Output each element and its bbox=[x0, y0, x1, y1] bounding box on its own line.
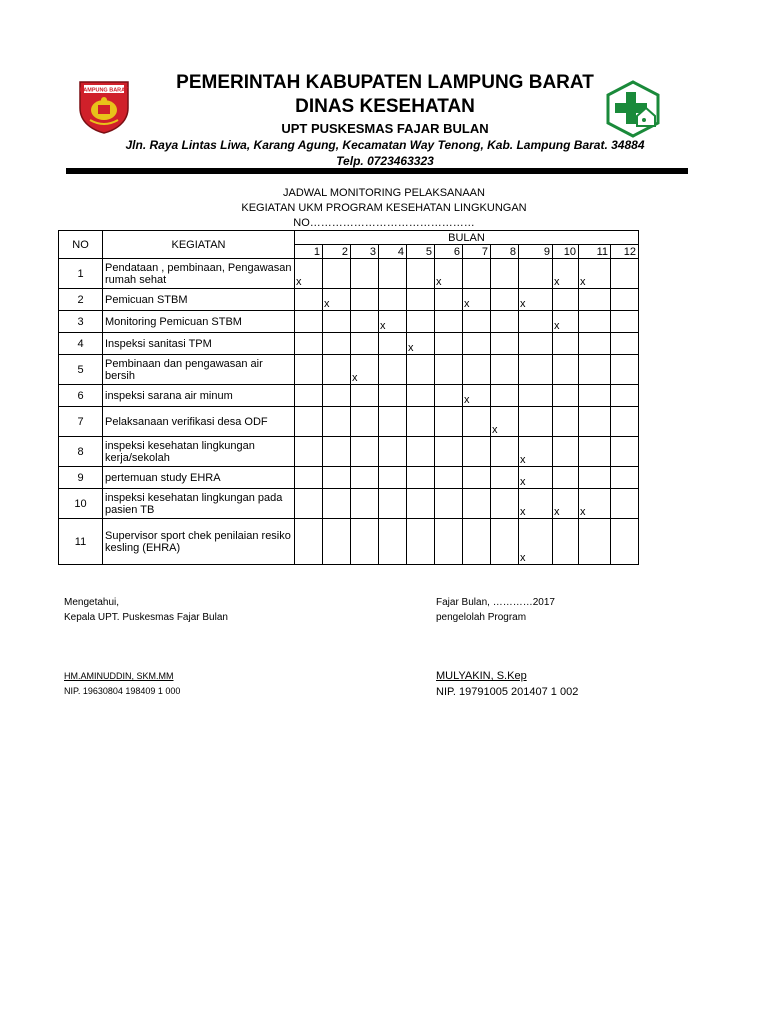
schedule-cell-month-4 bbox=[379, 437, 407, 467]
schedule-cell-month-8 bbox=[491, 519, 519, 565]
schedule-cell-month-4 bbox=[379, 519, 407, 565]
schedule-cell-month-8 bbox=[491, 385, 519, 407]
schedule-cell-month-2 bbox=[323, 311, 351, 333]
schedule-cell-month-5 bbox=[407, 289, 435, 311]
row-number: 5 bbox=[59, 355, 103, 385]
schedule-cell-month-2 bbox=[323, 489, 351, 519]
schedule-cell-month-3: x bbox=[351, 355, 379, 385]
schedule-cell-month-4 bbox=[379, 407, 407, 437]
schedule-cell-month-7 bbox=[463, 489, 491, 519]
schedule-cell-month-8 bbox=[491, 355, 519, 385]
header-department: DINAS KESEHATAN bbox=[295, 96, 475, 117]
schedule-cell-month-10: x bbox=[553, 311, 579, 333]
schedule-cell-month-2 bbox=[323, 333, 351, 355]
schedule-cell-month-12 bbox=[611, 289, 639, 311]
month-header-11: 11 bbox=[579, 245, 611, 259]
month-header-8: 8 bbox=[491, 245, 519, 259]
schedule-cell-month-9 bbox=[519, 407, 553, 437]
table-row bbox=[59, 259, 639, 289]
month-header-2: 2 bbox=[323, 245, 351, 259]
sig-left-title: Kepala UPT. Puskesmas Fajar Bulan bbox=[64, 612, 228, 623]
activity-name: pertemuan study EHRA bbox=[103, 467, 295, 489]
schedule-cell-month-9: x bbox=[519, 289, 553, 311]
schedule-cell-month-9 bbox=[519, 311, 553, 333]
schedule-cell-month-9: x bbox=[519, 489, 553, 519]
header-divider bbox=[66, 168, 688, 174]
col-header-kegiatan: KEGIATAN bbox=[103, 231, 295, 259]
schedule-cell-month-1 bbox=[295, 289, 323, 311]
schedule-cell-month-8: x bbox=[491, 407, 519, 437]
row-number: 2 bbox=[59, 289, 103, 311]
schedule-cell-month-5 bbox=[407, 311, 435, 333]
sig-right-nip: NIP. 19791005 201407 1 002 bbox=[436, 686, 579, 698]
schedule-cell-month-10 bbox=[553, 437, 579, 467]
schedule-cell-month-3 bbox=[351, 311, 379, 333]
schedule-cell-month-6: x bbox=[435, 259, 463, 289]
sig-right-title: pengelolah Program bbox=[436, 612, 527, 623]
schedule-table bbox=[58, 230, 639, 565]
table-row bbox=[59, 355, 639, 385]
schedule-cell-month-11 bbox=[579, 519, 611, 565]
schedule-cell-month-3 bbox=[351, 385, 379, 407]
schedule-cell-month-5 bbox=[407, 519, 435, 565]
doc-title-number: NO……………………………………… bbox=[293, 217, 475, 229]
month-header-1: 1 bbox=[295, 245, 323, 259]
doc-title-line1: JADWAL MONITORING PELAKSANAAN bbox=[283, 187, 485, 199]
row-number: 6 bbox=[59, 385, 103, 407]
month-header-3: 3 bbox=[351, 245, 379, 259]
schedule-cell-month-12 bbox=[611, 311, 639, 333]
sig-left-nip: NIP. 19630804 198409 1 000 bbox=[64, 686, 181, 696]
schedule-cell-month-11 bbox=[579, 407, 611, 437]
month-header-10: 10 bbox=[553, 245, 579, 259]
schedule-cell-month-12 bbox=[611, 259, 639, 289]
schedule-cell-month-9 bbox=[519, 385, 553, 407]
month-header-12: 12 bbox=[611, 245, 639, 259]
schedule-cell-month-10 bbox=[553, 333, 579, 355]
schedule-cell-month-11 bbox=[579, 311, 611, 333]
schedule-cell-month-11 bbox=[579, 385, 611, 407]
col-header-bulan: BULAN bbox=[295, 231, 639, 245]
schedule-cell-month-3 bbox=[351, 259, 379, 289]
schedule-cell-month-9 bbox=[519, 259, 553, 289]
schedule-cell-month-7 bbox=[463, 467, 491, 489]
table-row bbox=[59, 333, 639, 355]
schedule-cell-month-1 bbox=[295, 355, 323, 385]
table-row bbox=[59, 289, 639, 311]
schedule-cell-month-6 bbox=[435, 355, 463, 385]
header-government: PEMERINTAH KABUPATEN LAMPUNG BARAT bbox=[176, 72, 594, 93]
schedule-cell-month-8 bbox=[491, 467, 519, 489]
schedule-cell-month-1: x bbox=[295, 259, 323, 289]
row-number: 4 bbox=[59, 333, 103, 355]
month-header-6: 6 bbox=[435, 245, 463, 259]
schedule-cell-month-5 bbox=[407, 489, 435, 519]
schedule-cell-month-2 bbox=[323, 259, 351, 289]
schedule-cell-month-6 bbox=[435, 311, 463, 333]
activity-name: Supervisor sport chek penilaian resiko kesling (EHRA) bbox=[103, 519, 295, 565]
schedule-cell-month-6 bbox=[435, 333, 463, 355]
schedule-cell-month-7: x bbox=[463, 289, 491, 311]
schedule-cell-month-8 bbox=[491, 489, 519, 519]
schedule-cell-month-12 bbox=[611, 519, 639, 565]
schedule-cell-month-5: x bbox=[407, 333, 435, 355]
table-row bbox=[59, 385, 639, 407]
activity-name: Pelaksanaan verifikasi desa ODF bbox=[103, 407, 295, 437]
schedule-cell-month-1 bbox=[295, 489, 323, 519]
schedule-cell-month-7 bbox=[463, 333, 491, 355]
schedule-cell-month-5 bbox=[407, 407, 435, 437]
schedule-cell-month-8 bbox=[491, 333, 519, 355]
month-header-9: 9 bbox=[519, 245, 553, 259]
schedule-cell-month-3 bbox=[351, 519, 379, 565]
row-number: 8 bbox=[59, 437, 103, 467]
schedule-cell-month-4 bbox=[379, 385, 407, 407]
schedule-cell-month-3 bbox=[351, 437, 379, 467]
col-header-no: NO bbox=[59, 231, 103, 259]
header-phone: Telp. 0723463323 bbox=[336, 154, 434, 168]
schedule-cell-month-10 bbox=[553, 385, 579, 407]
schedule-cell-month-11 bbox=[579, 333, 611, 355]
schedule-cell-month-3 bbox=[351, 333, 379, 355]
lampung-barat-seal-logo bbox=[76, 78, 132, 134]
schedule-cell-month-2 bbox=[323, 467, 351, 489]
schedule-cell-month-10: x bbox=[553, 489, 579, 519]
schedule-cell-month-2 bbox=[323, 519, 351, 565]
schedule-cell-month-5 bbox=[407, 467, 435, 489]
activity-name: Monitoring Pemicuan STBM bbox=[103, 311, 295, 333]
schedule-cell-month-9: x bbox=[519, 467, 553, 489]
schedule-cell-month-8 bbox=[491, 311, 519, 333]
activity-name: inspeksi kesehatan lingkungan kerja/sekolah bbox=[103, 437, 295, 467]
schedule-cell-month-4 bbox=[379, 333, 407, 355]
schedule-cell-month-9: x bbox=[519, 437, 553, 467]
activity-name: Pemicuan STBM bbox=[103, 289, 295, 311]
schedule-cell-month-10 bbox=[553, 355, 579, 385]
table-row bbox=[59, 437, 639, 467]
schedule-cell-month-3 bbox=[351, 467, 379, 489]
schedule-cell-month-4 bbox=[379, 355, 407, 385]
schedule-cell-month-1 bbox=[295, 333, 323, 355]
schedule-cell-month-11: x bbox=[579, 489, 611, 519]
schedule-cell-month-7 bbox=[463, 519, 491, 565]
table-row bbox=[59, 311, 639, 333]
activity-name: inspeksi kesehatan lingkungan pada pasien TB bbox=[103, 489, 295, 519]
schedule-cell-month-6 bbox=[435, 385, 463, 407]
schedule-cell-month-4: x bbox=[379, 311, 407, 333]
schedule-cell-month-6 bbox=[435, 467, 463, 489]
schedule-cell-month-9: x bbox=[519, 519, 553, 565]
schedule-cell-month-5 bbox=[407, 385, 435, 407]
schedule-cell-month-7 bbox=[463, 355, 491, 385]
schedule-cell-month-8 bbox=[491, 259, 519, 289]
schedule-cell-month-12 bbox=[611, 467, 639, 489]
row-number: 3 bbox=[59, 311, 103, 333]
schedule-cell-month-3 bbox=[351, 289, 379, 311]
schedule-cell-month-7 bbox=[463, 407, 491, 437]
schedule-cell-month-4 bbox=[379, 259, 407, 289]
schedule-cell-month-10 bbox=[553, 289, 579, 311]
activity-name: Pembinaan dan pengawasan air bersih bbox=[103, 355, 295, 385]
schedule-cell-month-12 bbox=[611, 437, 639, 467]
schedule-cell-month-8 bbox=[491, 289, 519, 311]
schedule-cell-month-2 bbox=[323, 437, 351, 467]
schedule-cell-month-10 bbox=[553, 519, 579, 565]
schedule-cell-month-1 bbox=[295, 311, 323, 333]
table-row bbox=[59, 489, 639, 519]
schedule-cell-month-10 bbox=[553, 467, 579, 489]
sig-left-acknowledged: Mengetahui, bbox=[64, 597, 120, 608]
schedule-cell-month-11 bbox=[579, 289, 611, 311]
schedule-cell-month-7 bbox=[463, 259, 491, 289]
sig-left-name: HM.AMINUDDIN, SKM.MM bbox=[64, 671, 174, 681]
schedule-cell-month-1 bbox=[295, 519, 323, 565]
sig-right-place-date: Fajar Bulan, …………2017 bbox=[436, 597, 555, 608]
schedule-cell-month-6 bbox=[435, 519, 463, 565]
schedule-cell-month-5 bbox=[407, 355, 435, 385]
schedule-cell-month-1 bbox=[295, 385, 323, 407]
schedule-cell-month-1 bbox=[295, 407, 323, 437]
header-puskesmas: UPT PUSKESMAS FAJAR BULAN bbox=[281, 121, 489, 136]
schedule-cell-month-9 bbox=[519, 333, 553, 355]
doc-title-line2: KEGIATAN UKM PROGRAM KESEHATAN LINGKUNGAN bbox=[241, 202, 527, 214]
schedule-cell-month-10 bbox=[553, 407, 579, 437]
schedule-cell-month-11: x bbox=[579, 259, 611, 289]
schedule-cell-month-6 bbox=[435, 437, 463, 467]
schedule-cell-month-10: x bbox=[553, 259, 579, 289]
schedule-cell-month-8 bbox=[491, 437, 519, 467]
schedule-cell-month-2: x bbox=[323, 289, 351, 311]
schedule-cell-month-4 bbox=[379, 289, 407, 311]
schedule-cell-month-5 bbox=[407, 437, 435, 467]
month-header-5: 5 bbox=[407, 245, 435, 259]
schedule-cell-month-1 bbox=[295, 437, 323, 467]
table-row bbox=[59, 407, 639, 437]
schedule-cell-month-1 bbox=[295, 467, 323, 489]
schedule-cell-month-7: x bbox=[463, 385, 491, 407]
schedule-cell-month-12 bbox=[611, 407, 639, 437]
schedule-cell-month-7 bbox=[463, 437, 491, 467]
schedule-cell-month-4 bbox=[379, 467, 407, 489]
activity-name: Inspeksi sanitasi TPM bbox=[103, 333, 295, 355]
row-number: 11 bbox=[59, 519, 103, 565]
row-number: 1 bbox=[59, 259, 103, 289]
month-header-4: 4 bbox=[379, 245, 407, 259]
table-row bbox=[59, 467, 639, 489]
row-number: 10 bbox=[59, 489, 103, 519]
activity-name: Pendataan , pembinaan, Pengawasan rumah sehat bbox=[103, 259, 295, 289]
schedule-cell-month-3 bbox=[351, 489, 379, 519]
table-row bbox=[59, 519, 639, 565]
schedule-cell-month-3 bbox=[351, 407, 379, 437]
schedule-cell-month-12 bbox=[611, 333, 639, 355]
activity-name: inspeksi sarana air minum bbox=[103, 385, 295, 407]
schedule-cell-month-2 bbox=[323, 407, 351, 437]
schedule-cell-month-11 bbox=[579, 437, 611, 467]
schedule-cell-month-2 bbox=[323, 355, 351, 385]
row-number: 9 bbox=[59, 467, 103, 489]
month-header-7: 7 bbox=[463, 245, 491, 259]
schedule-cell-month-12 bbox=[611, 489, 639, 519]
sig-right-name: MULYAKIN, S.Kep bbox=[436, 670, 527, 682]
row-number: 7 bbox=[59, 407, 103, 437]
schedule-cell-month-12 bbox=[611, 385, 639, 407]
schedule-cell-month-2 bbox=[323, 385, 351, 407]
schedule-cell-month-9 bbox=[519, 355, 553, 385]
schedule-cell-month-7 bbox=[463, 311, 491, 333]
schedule-cell-month-4 bbox=[379, 489, 407, 519]
schedule-cell-month-6 bbox=[435, 489, 463, 519]
schedule-cell-month-5 bbox=[407, 259, 435, 289]
schedule-cell-month-6 bbox=[435, 407, 463, 437]
seal-text: LAMPUNG BARAT bbox=[79, 87, 129, 94]
schedule-cell-month-11 bbox=[579, 355, 611, 385]
schedule-cell-month-11 bbox=[579, 467, 611, 489]
header-address: Jln. Raya Lintas Liwa, Karang Agung, Kecamatan Way Tenong, Kab. Lampung Barat. 34884 bbox=[125, 138, 645, 152]
schedule-cell-month-12 bbox=[611, 355, 639, 385]
schedule-cell-month-6 bbox=[435, 289, 463, 311]
